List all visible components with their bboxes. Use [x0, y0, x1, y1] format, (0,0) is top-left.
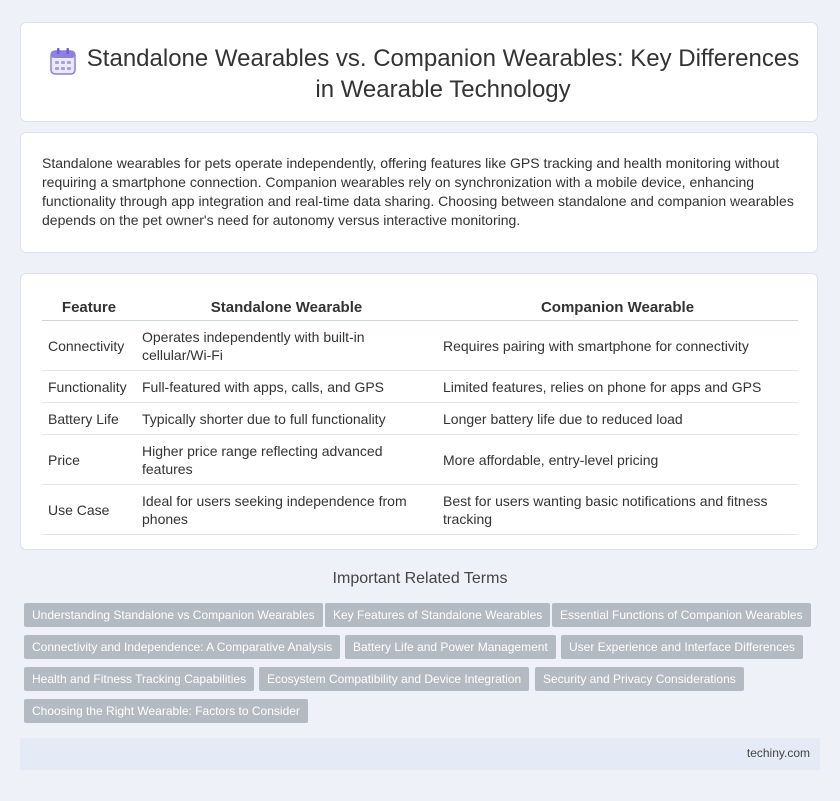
intro-card [20, 132, 818, 253]
feature-cell: Price [42, 435, 136, 485]
related-tag[interactable]: Understanding Standalone vs Companion Wearables [24, 603, 323, 627]
comparison-table-card [20, 273, 818, 550]
related-tag[interactable]: Security and Privacy Considerations [535, 667, 744, 691]
feature-cell: Connectivity [42, 321, 136, 371]
table-row [42, 485, 798, 535]
related-tag[interactable]: Connectivity and Independence: A Comparative Analysis [24, 635, 340, 659]
related-tag[interactable]: User Experience and Interface Differences [561, 635, 803, 659]
standalone-cell: Operates independently with built-in cellular/Wi-Fi [136, 321, 437, 371]
table-row [42, 403, 798, 435]
column-header-companion: Companion Wearable [437, 294, 798, 321]
companion-cell: Longer battery life due to reduced load [437, 403, 798, 435]
page-title: Standalone Wearables vs. Companion Wearables: Key Differences in Wearable Technology [86, 45, 800, 103]
related-tag[interactable]: Choosing the Right Wearable: Factors to Consider [24, 699, 308, 723]
table-row [42, 435, 798, 485]
comparison-table [42, 294, 798, 535]
title-card [20, 22, 818, 122]
companion-cell: Limited features, relies on phone for apps and GPS [437, 371, 798, 403]
standalone-cell: Higher price range reflecting advanced features [136, 435, 437, 485]
related-tag[interactable]: Health and Fitness Tracking Capabilities [24, 667, 254, 691]
feature-cell: Functionality [42, 371, 136, 403]
intro-paragraph: Standalone wearables for pets operate independently, offering features like GPS tracking and health monitoring without requiring a smartphone connection. Companion wearables rely on synchronization with a mobile device, enhancing functionality through app integration and real-time data sharing. Choosing between standalone and companion wearables depends on the pet owner's need for autonomy versus interactive monitoring. [42, 155, 794, 228]
table-row [42, 321, 798, 371]
standalone-cell: Full-featured with apps, calls, and GPS [136, 371, 437, 403]
table-row [42, 371, 798, 403]
companion-cell: Best for users wanting basic notifications and fitness tracking [437, 485, 798, 535]
feature-cell: Battery Life [42, 403, 136, 435]
table-header-row [42, 294, 798, 321]
companion-cell: Requires pairing with smartphone for connectivity [437, 321, 798, 371]
related-tag[interactable]: Essential Functions of Companion Wearables [552, 603, 811, 627]
footer-site-link[interactable]: techiny.com [746, 746, 810, 760]
companion-cell: More affordable, entry-level pricing [437, 435, 798, 485]
related-terms-heading: Important Related Terms [332, 570, 508, 587]
related-tag[interactable]: Ecosystem Compatibility and Device Integration [259, 667, 529, 691]
standalone-cell: Typically shorter due to full functionality [136, 403, 437, 435]
standalone-cell: Ideal for users seeking independence from phones [136, 485, 437, 535]
calendar-icon [50, 47, 76, 75]
related-tag[interactable]: Battery Life and Power Management [345, 635, 556, 659]
footer [20, 738, 820, 770]
feature-cell: Use Case [42, 485, 136, 535]
related-tag[interactable]: Key Features of Standalone Wearables [325, 603, 550, 627]
column-header-standalone: Standalone Wearable [136, 294, 437, 321]
column-header-feature: Feature [42, 294, 136, 321]
